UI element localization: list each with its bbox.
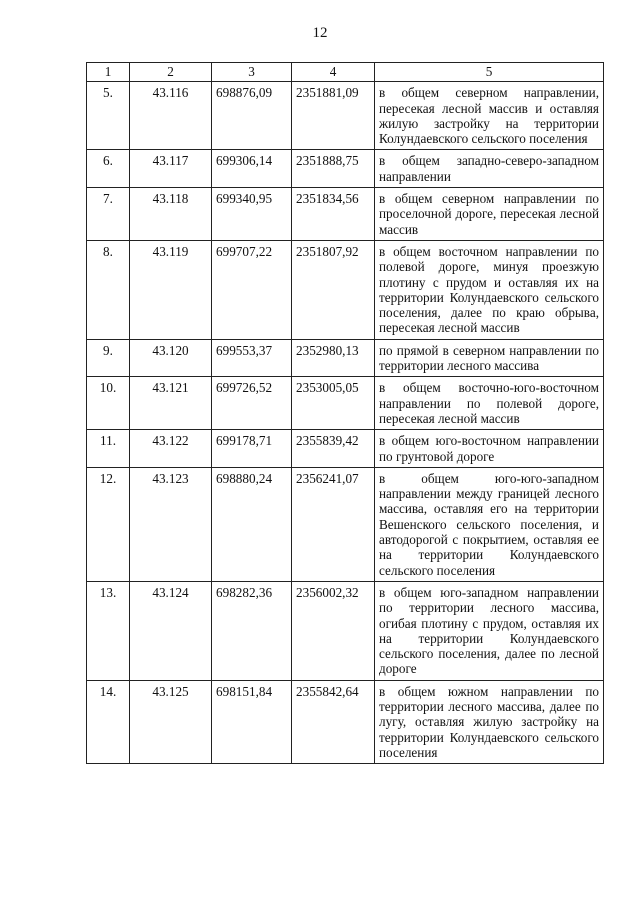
coordinate-x: 699340,95 (212, 188, 292, 241)
row-number: 6. (87, 150, 130, 188)
boundary-description: в общем западно-северо-западном направлении (375, 150, 604, 188)
point-id: 43.121 (130, 377, 212, 430)
coordinate-x: 699726,52 (212, 377, 292, 430)
table-row (87, 377, 604, 430)
row-number: 13. (87, 581, 130, 680)
header-cell-5: 5 (375, 63, 604, 82)
point-id: 43.122 (130, 430, 212, 468)
coordinate-y: 2351807,92 (292, 240, 375, 339)
boundary-description: в общем северном направлении, пересекая лесной массив и оставляя жилую застройку на территории Колундаевского сельского поселения (375, 82, 604, 150)
coordinate-y: 2351834,56 (292, 188, 375, 241)
header-cell-2: 2 (130, 63, 212, 82)
row-number: 8. (87, 240, 130, 339)
boundary-description: в общем южном направлении по территории лесного массива, далее по лугу, оставляя жилую застройку на территории Колундаевского сельского поселения (375, 680, 604, 763)
row-number: 11. (87, 430, 130, 468)
coordinate-x: 698151,84 (212, 680, 292, 763)
header-row (87, 63, 604, 82)
table-row (87, 240, 604, 339)
coordinate-y: 2353005,05 (292, 377, 375, 430)
point-id: 43.116 (130, 82, 212, 150)
header-cell-3: 3 (212, 63, 292, 82)
point-id: 43.118 (130, 188, 212, 241)
boundary-description: в общем юго-юго-западном направлении между границей лесного массива, оставляя его на территории Вешенского сельского поселения, и автодорогой с покрытием, оставляя ее на территории Колундаевского сельского поселения (375, 467, 604, 581)
table-row (87, 581, 604, 680)
coordinate-y: 2352980,13 (292, 339, 375, 377)
coordinate-y: 2351888,75 (292, 150, 375, 188)
coordinate-x: 699306,14 (212, 150, 292, 188)
table-row (87, 339, 604, 377)
boundary-description: в общем северном направлении по проселочной дороге, пересекая лесной массив (375, 188, 604, 241)
row-number: 14. (87, 680, 130, 763)
table-row (87, 680, 604, 763)
boundary-description: в общем восточном направлении по полевой дороге, минуя проезжую плотину с прудом и оставляя их на территории Колундаевского сельского поселения, далее по краю обрыва, пересекая лесной массив (375, 240, 604, 339)
table-body (87, 82, 604, 764)
boundary-points-table (86, 62, 604, 764)
point-id: 43.120 (130, 339, 212, 377)
coordinate-y: 2355842,64 (292, 680, 375, 763)
table-header (87, 63, 604, 82)
point-id: 43.124 (130, 581, 212, 680)
coordinate-x: 698282,36 (212, 581, 292, 680)
table-row (87, 430, 604, 468)
point-id: 43.117 (130, 150, 212, 188)
boundary-description: по прямой в северном направлении по территории лесного массива (375, 339, 604, 377)
point-id: 43.119 (130, 240, 212, 339)
table-row (87, 82, 604, 150)
row-number: 9. (87, 339, 130, 377)
row-number: 7. (87, 188, 130, 241)
table-row (87, 467, 604, 581)
header-cell-4: 4 (292, 63, 375, 82)
table-row (87, 188, 604, 241)
coordinate-x: 699178,71 (212, 430, 292, 468)
coordinate-y: 2351881,09 (292, 82, 375, 150)
table-row (87, 150, 604, 188)
coordinate-x: 698880,24 (212, 467, 292, 581)
header-cell-1: 1 (87, 63, 130, 82)
coordinate-x: 699553,37 (212, 339, 292, 377)
coordinate-y: 2356241,07 (292, 467, 375, 581)
coordinate-y: 2356002,32 (292, 581, 375, 680)
row-number: 10. (87, 377, 130, 430)
coordinate-x: 699707,22 (212, 240, 292, 339)
point-id: 43.123 (130, 467, 212, 581)
coordinate-x: 698876,09 (212, 82, 292, 150)
page-number: 12 (312, 25, 328, 41)
boundary-description: в общем восточно-юго-восточном направлении по полевой дороге, пересекая лесной массив (375, 377, 604, 430)
row-number: 5. (87, 82, 130, 150)
coordinate-y: 2355839,42 (292, 430, 375, 468)
boundary-description: в общем юго-восточном направлении по грунтовой дороге (375, 430, 604, 468)
row-number: 12. (87, 467, 130, 581)
boundary-description: в общем юго-западном направлении по территории лесного массива, огибая плотину с прудом, оставляя их на территории Колундаевского сельского поселения, далее по лесной дороге (375, 581, 604, 680)
point-id: 43.125 (130, 680, 212, 763)
